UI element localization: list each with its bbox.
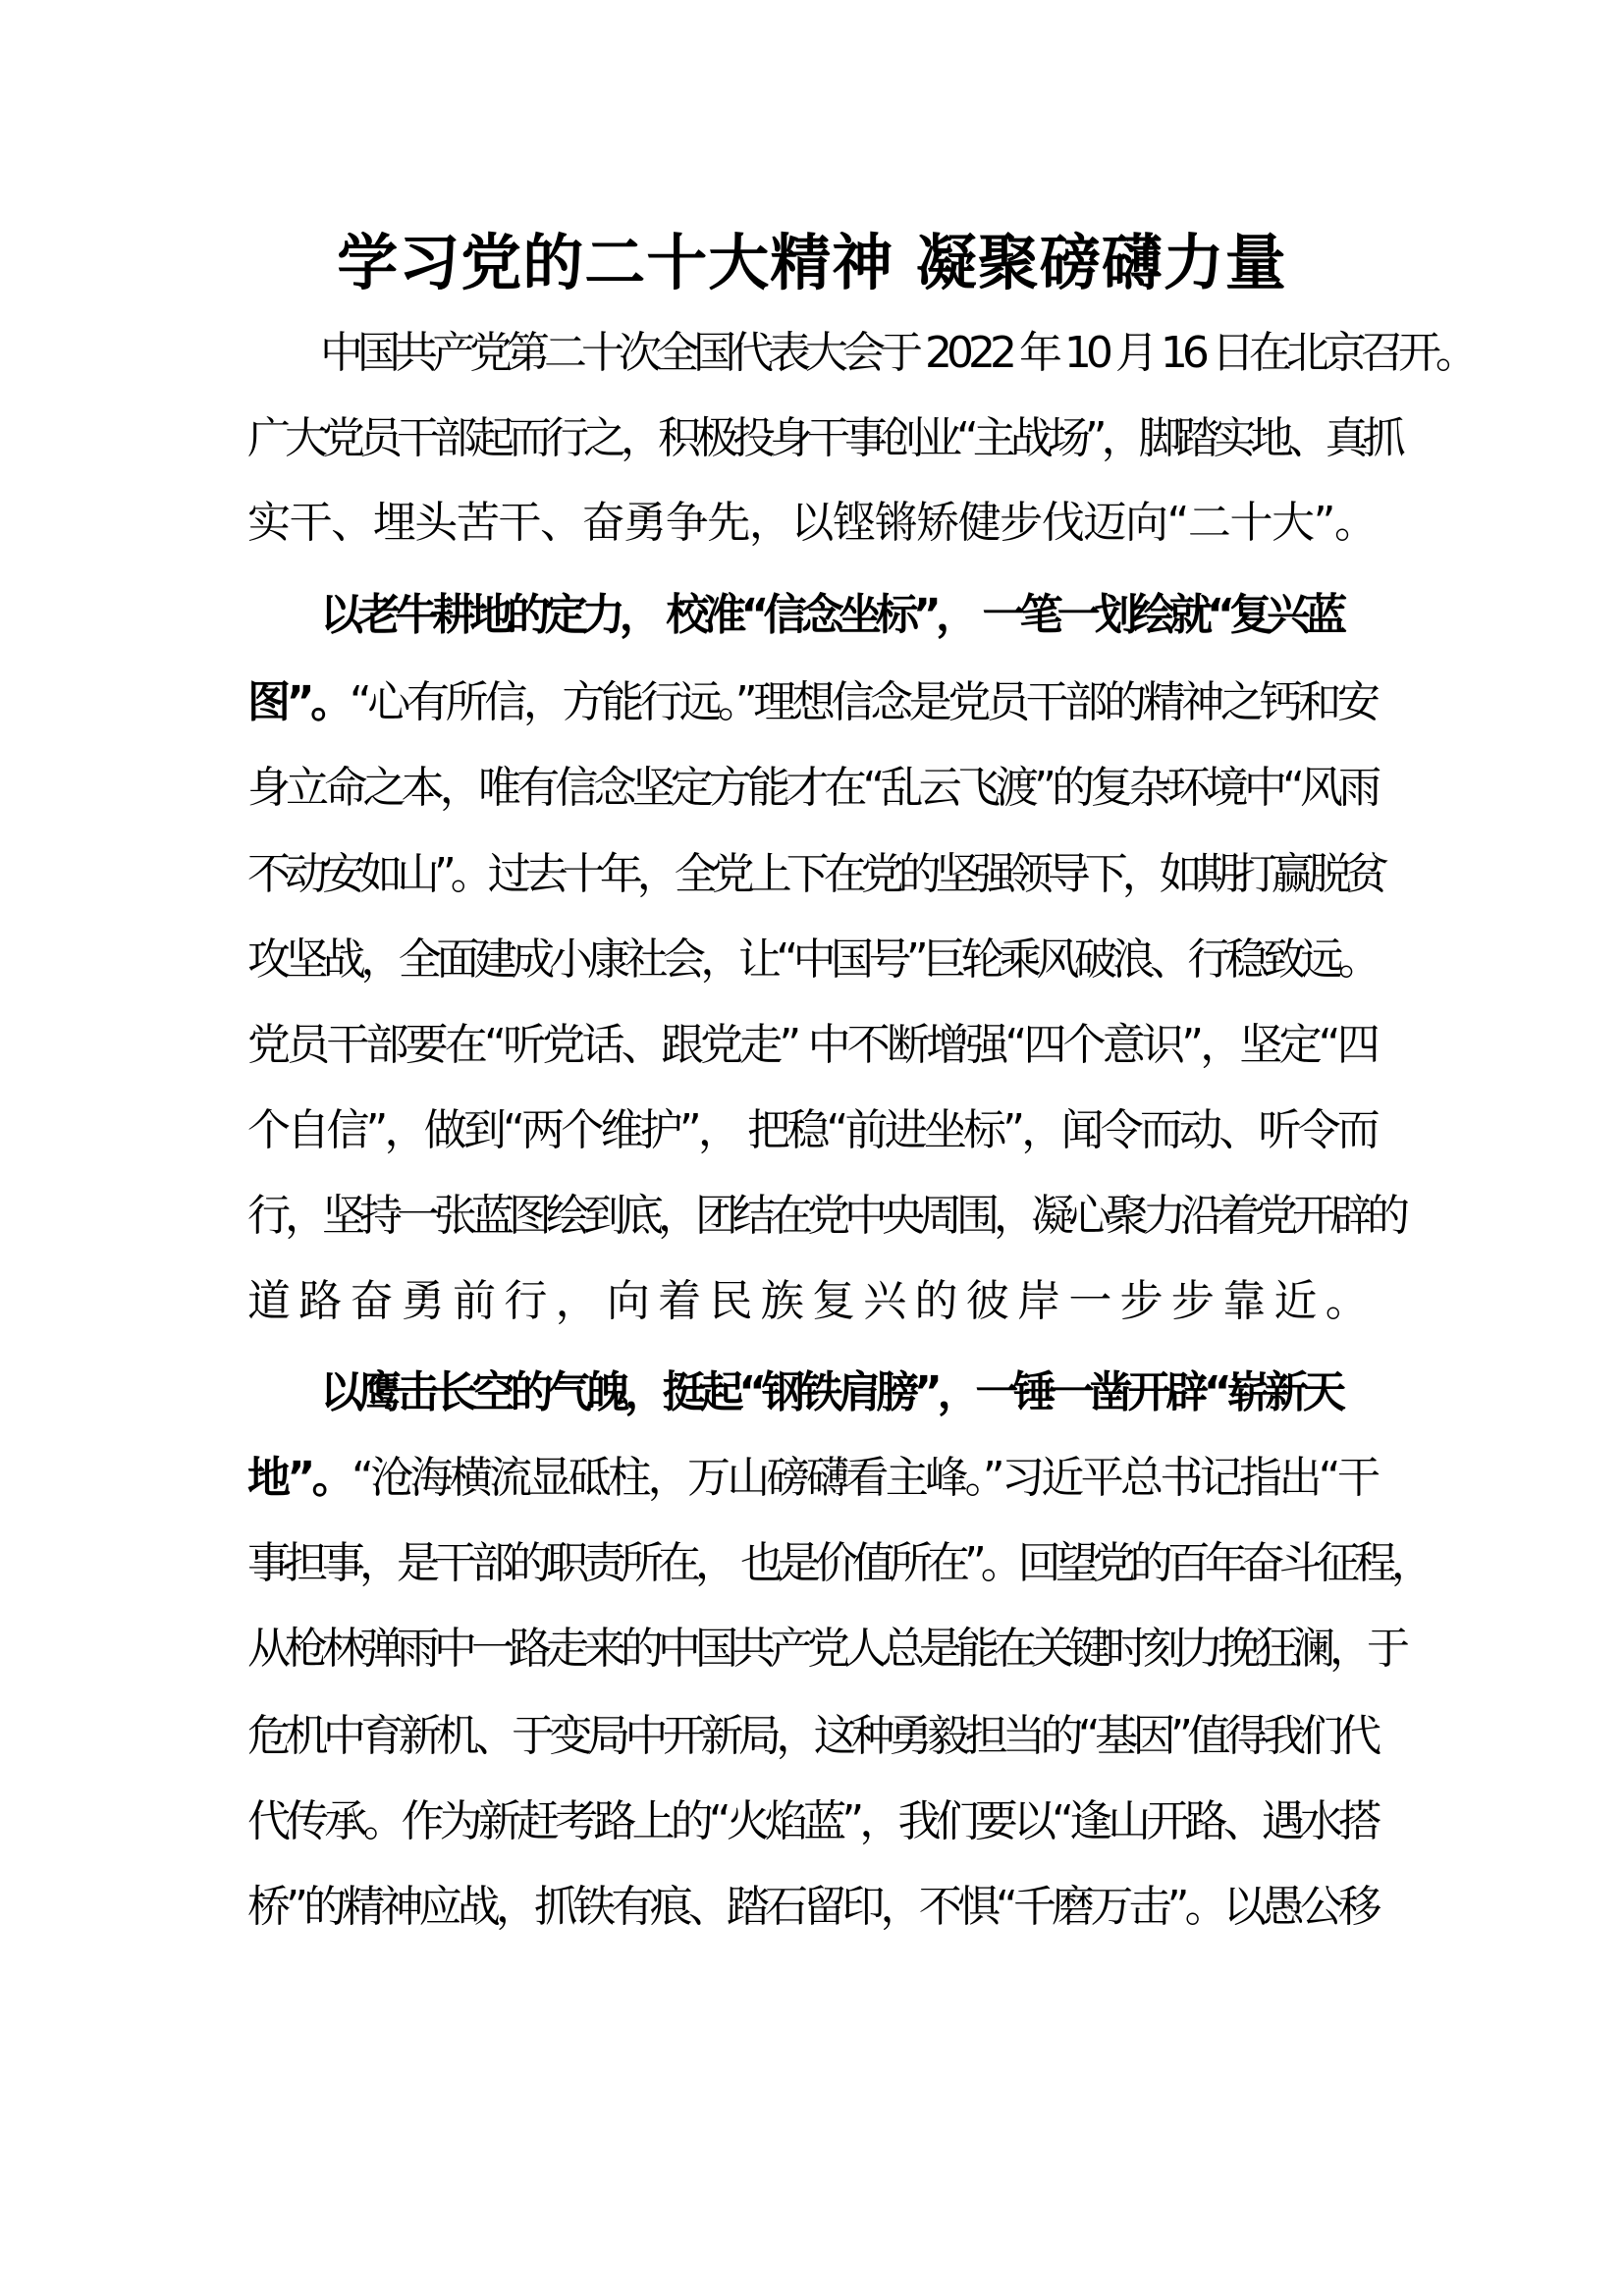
body-text: 身立命之本，唯有信念坚定方能才在“乱云飞渡”的复杂环境中“风雨 [247,763,1378,813]
body-text: 事担事，是干部的职责所在， 也是价值所在”。回望党的百年奋斗征程， [247,1538,1429,1588]
body-text: “心有所信，方能行远。”理想信念是党员干部的精神之钙和安 [349,677,1377,727]
text-line [247,1534,1429,1593]
text-line [247,1272,1377,1331]
text-line [247,1620,1404,1679]
text-line [247,673,1377,732]
body-text: 桥”的精神应战，抓铁有痕、踏石留印，不惧“千磨万击”。以愚公移 [247,1882,1378,1932]
body-text: 攻坚战，全面建成小康社会，让“中国号”巨轮乘风破浪、行稳致远。 [247,934,1377,985]
body-text: 不动安如山”。过去十年，全党上下在党的坚强领导下，如期打赢脱贫 [247,849,1383,899]
body-text: 广大党员干部起而行之，积极投身干事创业“主战场”，脚踏实地、真抓 [247,413,1400,463]
bold-heading-text: 图”。 [247,677,350,727]
text-line [247,494,1377,553]
body-text: 代传承。作为新赶考路上的“火焰蓝”，我们要以“逢山开路、遇水搭 [247,1796,1378,1846]
bold-heading-text: 以鹰击长空的气魄，挺起“钢铁肩膀”，一锤一凿开辟“崭新天 [320,1367,1341,1417]
text-line [247,1449,1377,1508]
text-line [320,586,1341,645]
text-line [247,1707,1377,1766]
body-text: 道路奋勇前行，向着民族复兴的彼岸一步步靠近。 [247,1276,1377,1326]
text-line [247,409,1400,468]
body-text: 从枪林弹雨中一路走来的中国共产党人总是能在关键时刻力挽狂澜，于 [247,1624,1404,1674]
text-line [247,1187,1404,1246]
body-text: 中国共产党第二十次全国代表大会于 2022 年 10 月 16 日在北京召开。 [320,328,1473,378]
text-line [247,1016,1377,1075]
text-line [320,1363,1341,1422]
text-line [320,324,1473,383]
document-title: 学习党的二十大精神 凝聚磅礴力量 [337,227,1287,298]
text-line [247,1878,1377,1937]
bold-heading-text: 以老牛耕地的定力， 校准“信念坐标”， 一笔一划绘就“复兴蓝 [320,590,1342,640]
text-line [247,1101,1377,1160]
text-line [247,931,1377,989]
text-line [247,845,1383,904]
body-text: 实干、埋头苦干、奋勇争先，以铿锵矫健步伐迈向“二十大”。 [247,498,1377,548]
body-text: 危机中育新机、于变局中开新局，这种勇毅担当的“基因”值得我们代 [247,1711,1377,1761]
body-text: “沧海横流显砥柱，万山磅礴看主峰。”习近平总书记指出“干 [351,1453,1378,1503]
body-text: 行，坚持一张蓝图绘到底，团结在党中央周围，凝心聚力沿着党开辟的 [247,1191,1404,1241]
text-line [247,1792,1377,1851]
bold-heading-text: 地”。 [247,1453,352,1503]
body-text: 党员干部要在“听党话、跟党走” 中不断增强“四个意识”，坚定“四 [247,1020,1377,1070]
text-line [247,759,1377,818]
body-text: 个自信”，做到“两个维护”， 把稳“前进坐标”，闻令而动、听令而 [247,1105,1377,1155]
